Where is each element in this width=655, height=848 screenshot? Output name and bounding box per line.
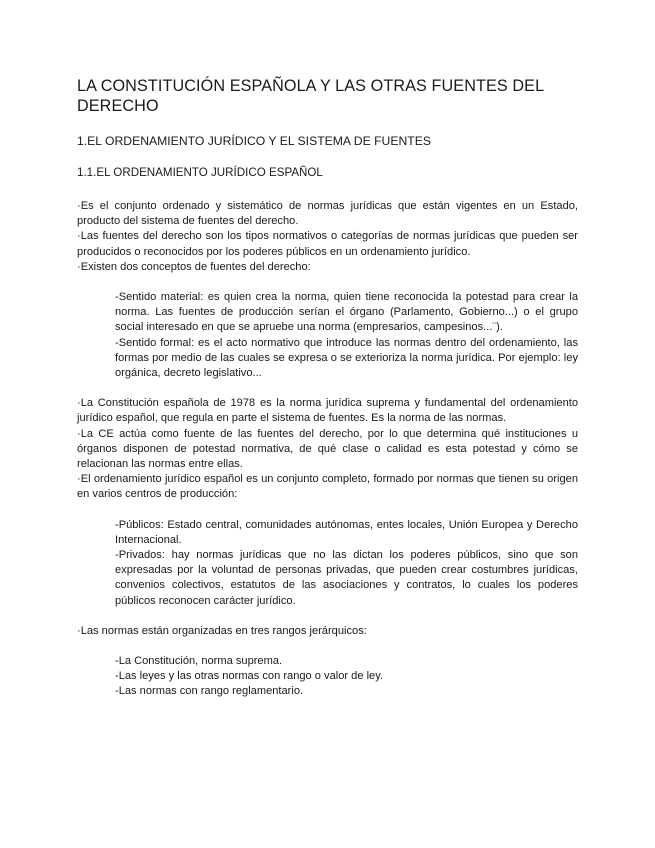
subsection-heading: 1.1.EL ORDENAMIENTO JURÍDICO ESPAÑOL bbox=[77, 166, 323, 179]
paragraph: ·Existen dos conceptos de fuentes del derecho: bbox=[77, 260, 311, 273]
hierarchy-list bbox=[115, 654, 578, 700]
production-centers-list bbox=[115, 518, 578, 609]
paragraph: ·Es el conjunto ordenado y sistemático de normas jurídicas que están vigentes en un Estado, producto del sistema de fuentes del derecho. bbox=[77, 200, 578, 228]
section-heading: 1.EL ORDENAMIENTO JURÍDICO Y EL SISTEMA DE FUENTES bbox=[77, 134, 431, 148]
document-title: LA CONSTITUCIÓN ESPAÑOLA Y LAS OTRAS FUENTES DEL DERECHO bbox=[77, 77, 544, 115]
list-item: -Las leyes y las otras normas con rango o valor de ley. bbox=[115, 670, 384, 683]
definitions-block bbox=[77, 199, 578, 275]
paragraph: ·El ordenamiento jurídico español es un conjunto completo, formado por normas que tienen su origen en varios centros de producción: bbox=[77, 473, 578, 501]
hierarchy-intro bbox=[77, 624, 578, 639]
paragraph: ·La Constitución española de 1978 es la norma jurídica suprema y fundamental del ordenamiento jurídico español, que regula en parte el sistema de fuentes. Es la norma de las normas. bbox=[77, 397, 578, 425]
list-item: -Las normas con rango reglamentario. bbox=[115, 685, 304, 698]
constitution-block bbox=[77, 396, 578, 502]
list-item: -La Constitución, norma suprema. bbox=[115, 655, 283, 668]
sources-concepts-list bbox=[115, 290, 578, 381]
list-item: -Sentido material: es quien crea la norma, quien tiene reconocida la potestad para crear la norma. Las fuentes de producción serían el órgano (Parlamento, Gobierno...) o el grupo social interesado en que se apruebe una norma (empresarios, campesinos...¨). bbox=[115, 291, 578, 334]
list-item: -Sentido formal: es el acto normativo que introduce las normas dentro del ordenamiento, las formas por medio de las cuales se expresa o se exterioriza la norma jurídica. Por ejemplo: ley orgánica, decreto legislativo... bbox=[115, 336, 578, 380]
paragraph: ·Las fuentes del derecho son los tipos normativos o categorías de normas jurídicas que pueden ser producidos o reconocidos por los poderes públicos en un ordenamiento jurídico. bbox=[77, 230, 578, 258]
paragraph: ·Las normas están organizadas en tres rangos jerárquicos: bbox=[77, 624, 367, 637]
list-item: -Privados: hay normas jurídicas que no las dictan los poderes públicos, sino que son expresadas por la voluntad de personas privadas, que pueden crear costumbres jurídicas, convenios colectivos, estatutos de las asociaciones y contratos, lo cuales los poderes públicos reconocen carácter jurídico. bbox=[115, 549, 578, 607]
paragraph: ·La CE actúa como fuente de las fuentes del derecho, por lo que determina qué instituciones u órganos disponen de potestad normativa, de qué clase o calidad es esta potestad y cómo se relacionan las normas entre ellas. bbox=[77, 427, 578, 471]
list-item: -Públicos: Estado central, comunidades autónomas, entes locales, Unión Europea y Derecho Internacional. bbox=[115, 518, 578, 546]
